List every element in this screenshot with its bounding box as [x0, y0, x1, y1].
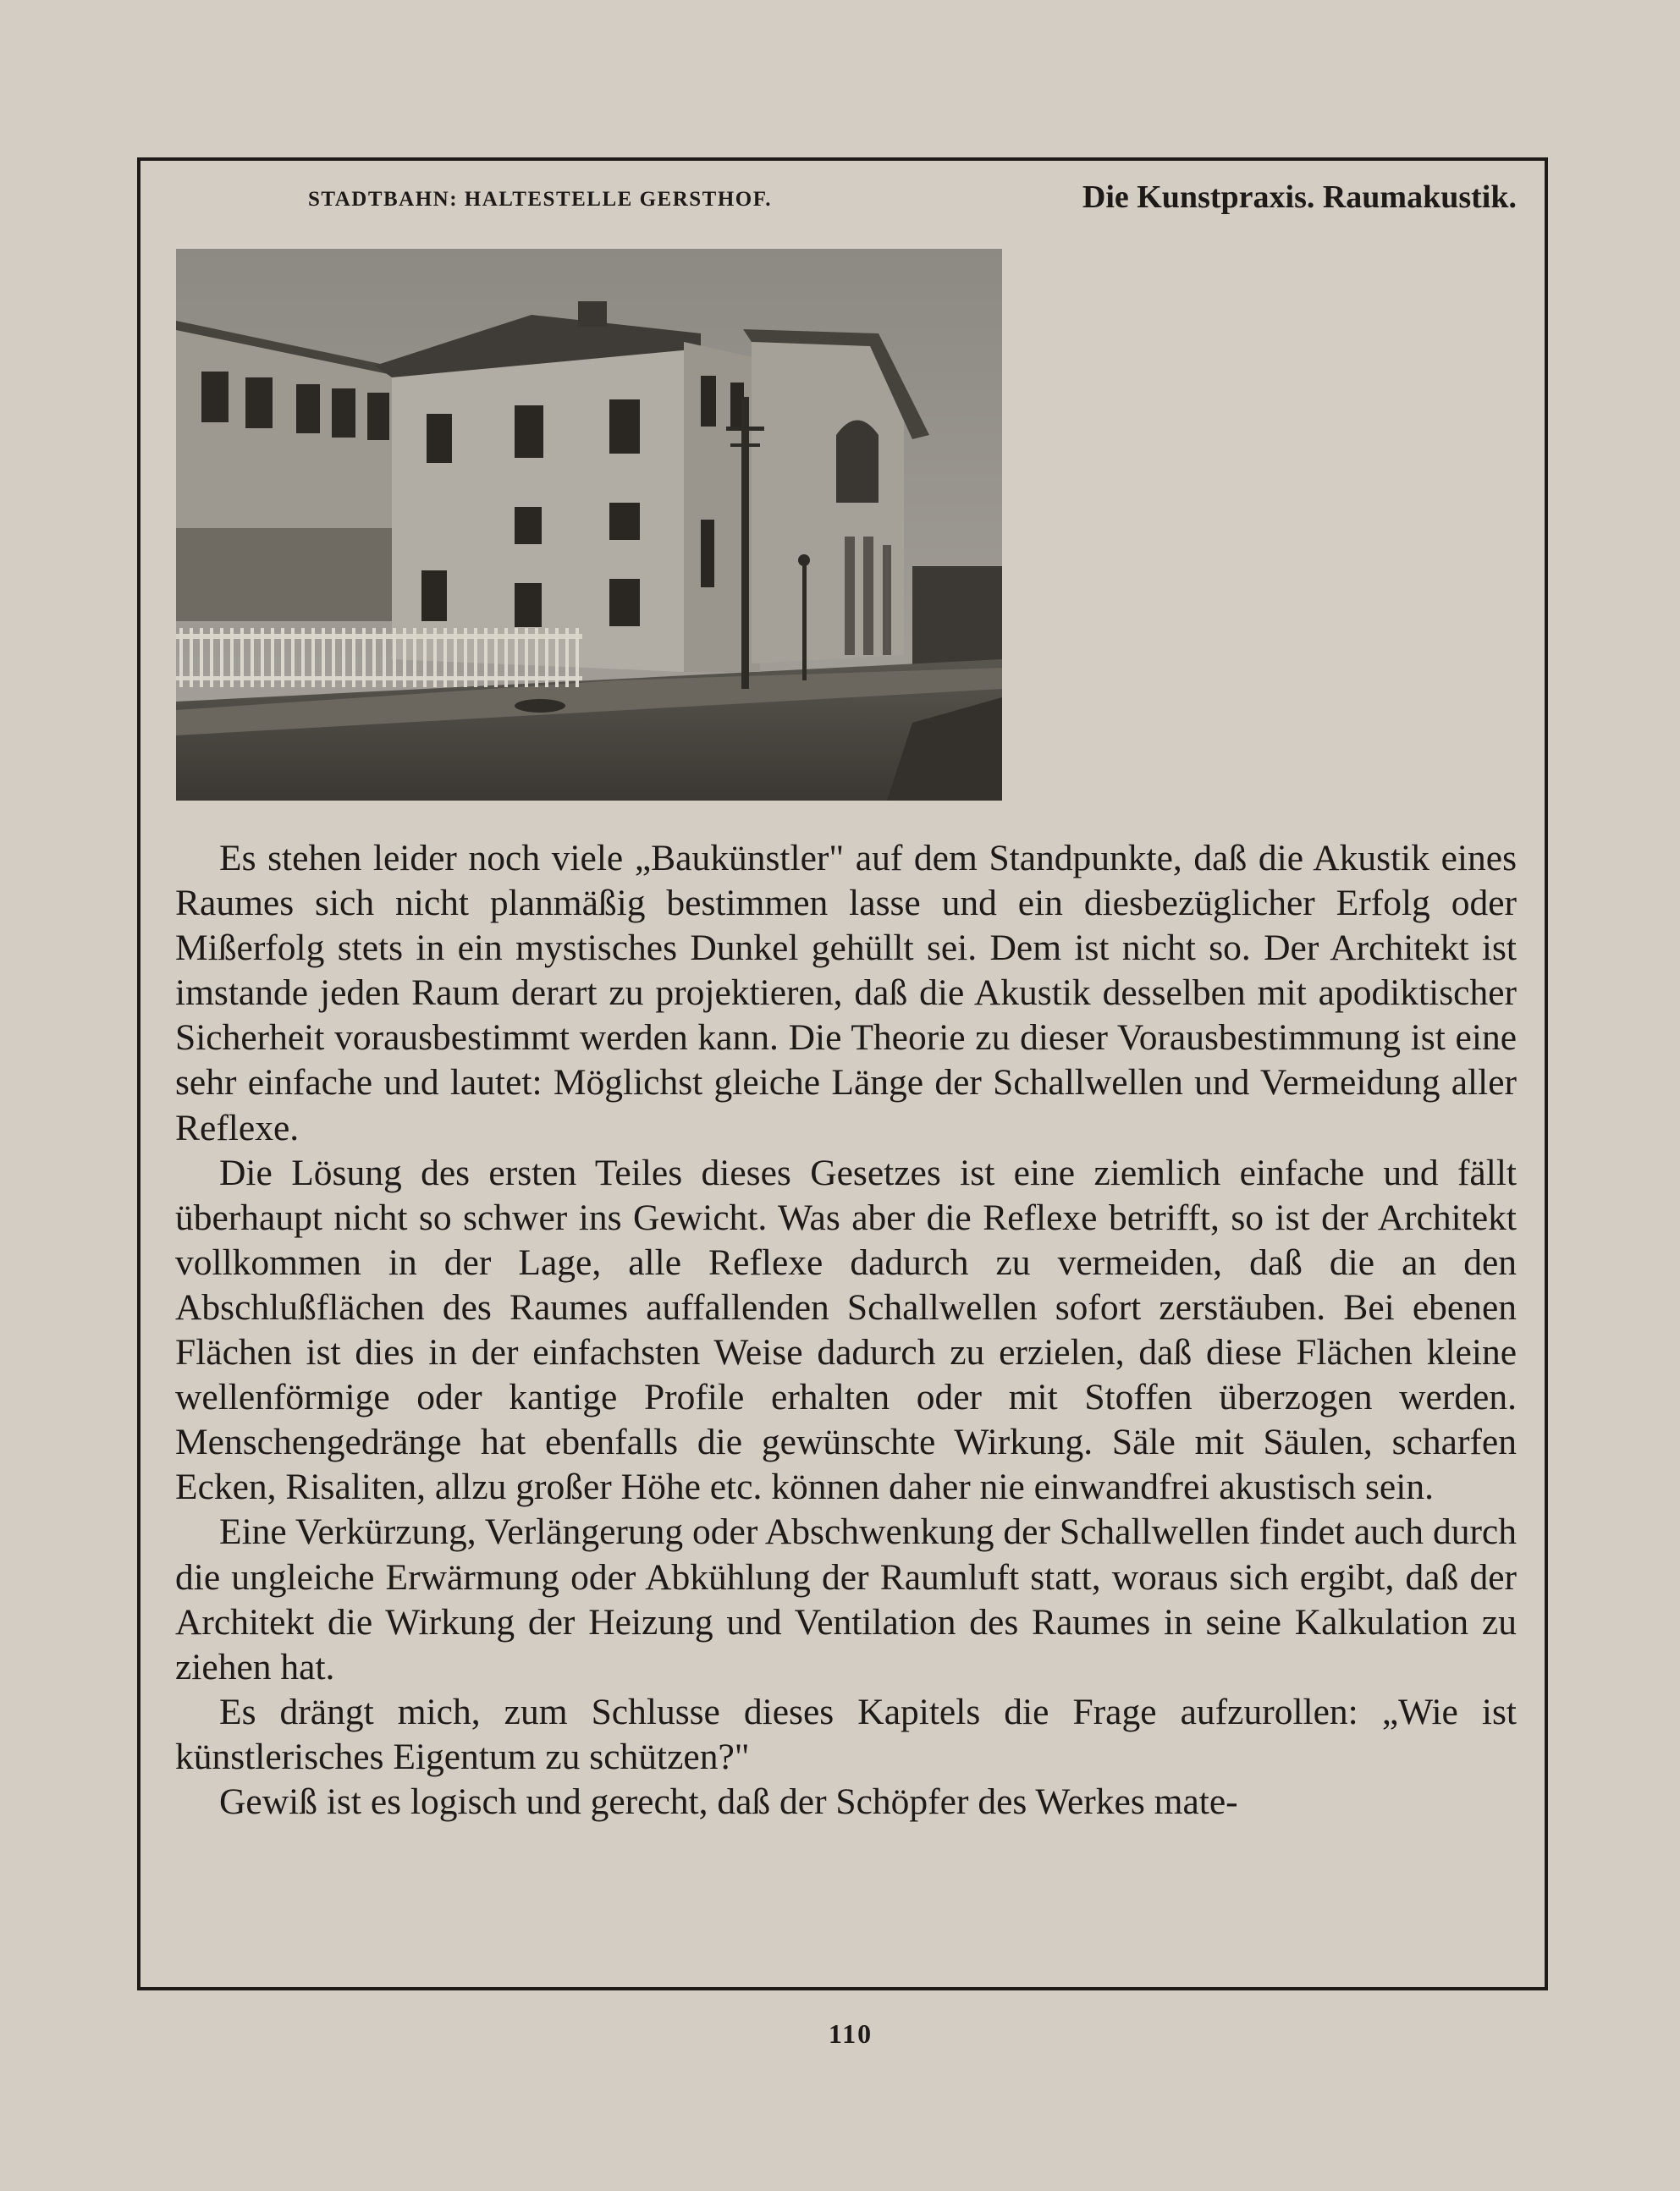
paragraph: Gewiß ist es logisch und gerecht, daß der Schöpfer des Werkes mate- [219, 1781, 1238, 1822]
paragraph: Die Lösung des ersten Teiles dieses Gesetzes ist eine ziemlich einfache und fällt überhaupt nicht so schwer ins Gewicht. Was aber die Reflexe betrifft, so ist der Architekt vollkommen in der Lage, alle Reflexe dadurch zu vermeiden, daß die an den Abschlußflächen des Raumes auffallenden Schallwellen sofort zerstäuben. Bei ebenen Flächen ist dies in der einfachsten Weise dadurch zu erzielen, daß diese Flächen kleine wellenförmige oder kantige Profile erhalten oder mit Stoffen überzogen werden. Menschengedränge hat ebenfalls die gewünschte Wirkung. Säle mit Säulen, scharfen Ecken, Risaliten, allzu großer Höhe etc. können daher nie einwandfrei akustisch sein. [175, 1152, 1517, 1508]
paragraph: Eine Verkürzung, Verlängerung oder Abschwenkung der Schallwellen findet auch durch die ungleiche Erwärmung oder Abkühlung der Raumluft statt, woraus sich ergibt, daß der Architekt die Wirkung der Heizung und Ventilation des Raumes in seine Kalkulation zu ziehen hat. [175, 1511, 1517, 1687]
marginal-heading: Die Kunstpraxis. Raumakustik. [1082, 179, 1517, 215]
station-photo [176, 249, 1002, 801]
photo-caption: STADTBAHN: HALTESTELLE GERSTHOF. [308, 188, 772, 211]
paragraph: Es drängt mich, zum Schlusse dieses Kapitels die Frage aufzurollen: „Wie ist künstlerisches Eigentum zu schützen?" [175, 1691, 1517, 1777]
page-number: 110 [828, 2018, 873, 2049]
paragraph: Es stehen leider noch viele „Baukünstler" auf dem Standpunkte, daß die Akustik eines Raumes sich nicht planmäßig bestimmen lasse und ein diesbezüglicher Erfolg oder Mißerfolg stets in ein mystisches Dunkel gehüllt sei. Dem ist nicht so. Der Architekt ist imstande jeden Raum derart zu projektieren, daß die Akustik desselben mit apodiktischer Sicherheit vorausbestimmt werden kann. Die Theorie zu dieser Vorausbestimmung ist eine sehr einfache und lautet: Möglichst gleiche Länge der Schallwellen und Vermeidung aller Reflexe. [175, 838, 1517, 1148]
body-text [175, 836, 1517, 1825]
